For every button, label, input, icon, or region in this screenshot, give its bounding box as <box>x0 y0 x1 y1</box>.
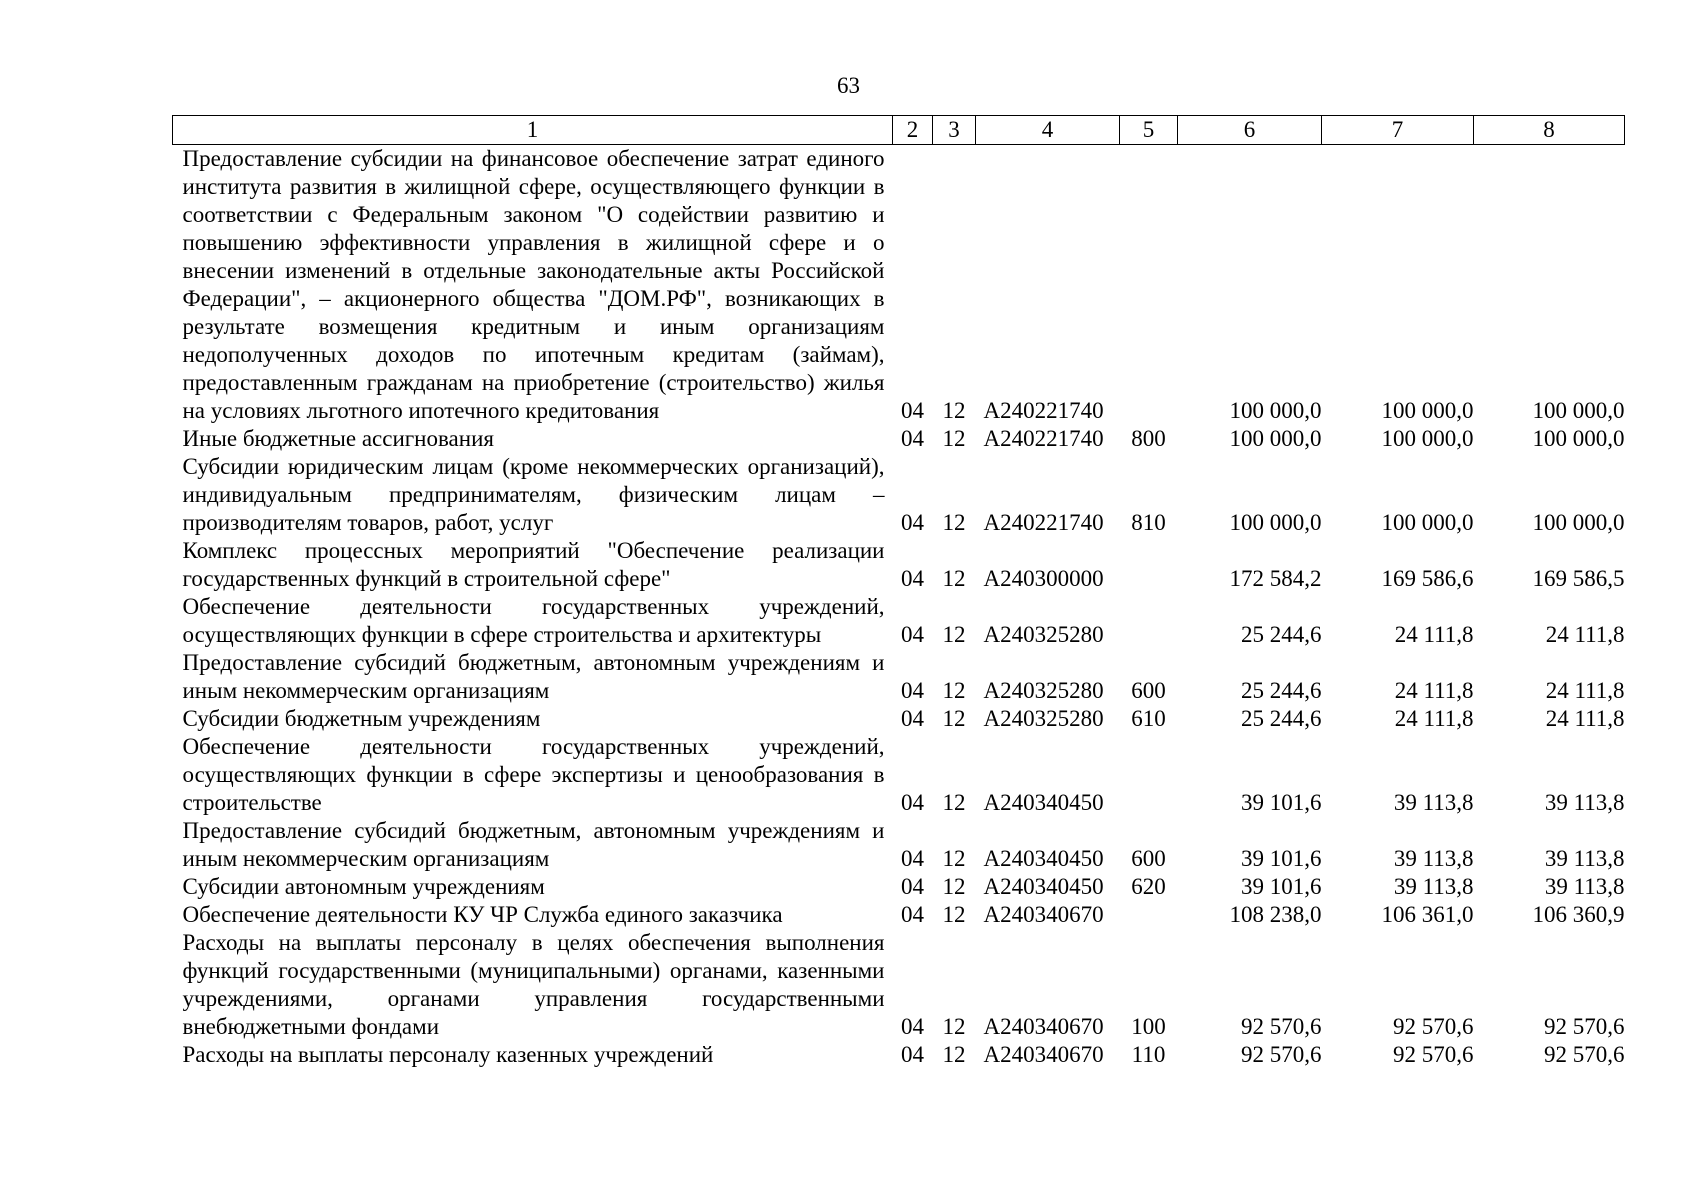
header-col-8: 8 <box>1474 116 1625 145</box>
row-subsection-code: 12 <box>942 790 966 815</box>
row-amount-col7: 169 586,6 <box>1381 566 1474 591</box>
row-expense-type <box>1120 901 1178 929</box>
row-name: Обеспечение деятельности КУ ЧР Служба единого заказчика <box>182 902 783 927</box>
row-section-code: 04 <box>901 902 924 927</box>
row-target-article: А240325280 <box>983 622 1104 647</box>
row-amount-col6: 92 570,6 <box>1241 1014 1322 1039</box>
row-section-code: 04 <box>901 874 924 899</box>
row-section-code: 04 <box>901 426 924 451</box>
row-subsection-code: 12 <box>942 874 966 899</box>
row-expense-type: 620 <box>1131 874 1166 899</box>
row-amount-col7: 24 111,8 <box>1394 706 1474 731</box>
row-amount-col8: 169 586,5 <box>1532 566 1625 591</box>
table-row <box>173 593 1625 649</box>
row-target-article: А240340450 <box>983 874 1104 899</box>
row-name: Иные бюджетные ассигнования <box>182 426 494 451</box>
table-row <box>173 873 1625 901</box>
row-name: Предоставление субсидий бюджетным, автономным учреждениям и иным некоммерческим организациям <box>182 650 885 703</box>
row-name: Обеспечение деятельности государственных учреждений, осуществляющих функции в сфере экспертизы и ценообразования в строительстве <box>182 734 885 815</box>
row-expense-type: 810 <box>1131 510 1166 535</box>
row-section-code: 04 <box>901 846 924 871</box>
row-subsection-code: 12 <box>942 398 966 423</box>
row-target-article: А240325280 <box>983 706 1104 731</box>
row-amount-col7: 106 361,0 <box>1381 902 1474 927</box>
table-row <box>173 901 1625 929</box>
row-amount-col8: 24 111,8 <box>1545 622 1625 647</box>
header-row <box>173 116 1625 145</box>
row-amount-col8: 100 000,0 <box>1532 426 1625 451</box>
row-amount-col8: 106 360,9 <box>1532 902 1625 927</box>
table-row <box>173 145 1625 426</box>
table-row <box>173 1041 1625 1069</box>
table-row <box>173 929 1625 1041</box>
table-row <box>173 425 1625 453</box>
row-amount-col8: 100 000,0 <box>1532 398 1625 423</box>
row-name: Предоставление субсидий бюджетным, автономным учреждениям и иным некоммерческим организациям <box>182 818 885 871</box>
row-amount-col6: 92 570,6 <box>1241 1042 1322 1067</box>
row-subsection-code: 12 <box>942 846 966 871</box>
row-target-article: А240325280 <box>983 678 1104 703</box>
row-amount-col8: 92 570,6 <box>1544 1014 1625 1039</box>
row-subsection-code: 12 <box>942 622 966 647</box>
table-body <box>173 145 1625 1070</box>
row-target-article: А240340670 <box>983 1042 1104 1067</box>
row-amount-col7: 39 113,8 <box>1393 790 1474 815</box>
row-name: Расходы на выплаты персоналу в целях обеспечения выполнения функций государственными (муниципальными) органами, казенными учреждениями, органами управления государственными внебюджетными фондами <box>182 930 885 1039</box>
row-target-article: А240340670 <box>983 902 1104 927</box>
row-amount-col7: 39 113,8 <box>1393 846 1474 871</box>
row-subsection-code: 12 <box>942 566 966 591</box>
row-expense-type <box>1120 537 1178 593</box>
row-target-article: А240340450 <box>983 846 1104 871</box>
row-amount-col6: 39 101,6 <box>1241 846 1322 871</box>
row-name: Субсидии бюджетным учреждениям <box>182 706 541 731</box>
row-target-article: А240221740 <box>983 426 1104 451</box>
row-amount-col6: 25 244,6 <box>1241 706 1322 731</box>
row-amount-col7: 24 111,8 <box>1394 678 1474 703</box>
row-amount-col6: 100 000,0 <box>1229 510 1322 535</box>
table-row <box>173 649 1625 705</box>
row-subsection-code: 12 <box>942 426 966 451</box>
row-expense-type: 600 <box>1131 678 1166 703</box>
table-row <box>173 705 1625 733</box>
row-section-code: 04 <box>901 398 924 423</box>
row-subsection-code: 12 <box>942 706 966 731</box>
row-name: Субсидии автономным учреждениям <box>182 874 545 899</box>
row-amount-col7: 39 113,8 <box>1393 874 1474 899</box>
row-section-code: 04 <box>901 566 924 591</box>
row-target-article: А240221740 <box>983 398 1104 423</box>
row-amount-col6: 39 101,6 <box>1241 790 1322 815</box>
row-expense-type: 600 <box>1131 846 1166 871</box>
row-subsection-code: 12 <box>942 678 966 703</box>
row-section-code: 04 <box>901 678 924 703</box>
header-col-4: 4 <box>976 116 1120 145</box>
row-amount-col6: 172 584,2 <box>1229 566 1322 591</box>
row-amount-col8: 92 570,6 <box>1544 1042 1625 1067</box>
row-amount-col8: 39 113,8 <box>1544 790 1625 815</box>
row-amount-col7: 100 000,0 <box>1381 398 1474 423</box>
header-col-7: 7 <box>1322 116 1474 145</box>
row-expense-type: 110 <box>1131 1042 1166 1067</box>
row-name: Обеспечение деятельности государственных учреждений, осуществляющих функции в сфере строительства и архитектуры <box>182 594 885 647</box>
row-section-code: 04 <box>901 706 924 731</box>
row-target-article: А240340670 <box>983 1014 1104 1039</box>
row-expense-type <box>1120 145 1178 426</box>
row-target-article: А240221740 <box>983 510 1104 535</box>
row-subsection-code: 12 <box>942 902 966 927</box>
row-amount-col6: 25 244,6 <box>1241 678 1322 703</box>
row-expense-type <box>1120 593 1178 649</box>
table-row <box>173 537 1625 593</box>
row-expense-type: 800 <box>1131 426 1166 451</box>
row-subsection-code: 12 <box>942 1042 966 1067</box>
row-expense-type: 610 <box>1131 706 1166 731</box>
row-amount-col8: 39 113,8 <box>1544 846 1625 871</box>
row-amount-col6: 108 238,0 <box>1229 902 1322 927</box>
row-amount-col7: 100 000,0 <box>1381 510 1474 535</box>
row-section-code: 04 <box>901 1042 924 1067</box>
row-amount-col6: 25 244,6 <box>1241 622 1322 647</box>
row-name: Субсидии юридическим лицам (кроме некоммерческих организаций), индивидуальным предпринимателям, физическим лицам – производителям товаров, работ, услуг <box>182 454 885 535</box>
row-amount-col6: 100 000,0 <box>1229 398 1322 423</box>
row-amount-col8: 24 111,8 <box>1545 678 1625 703</box>
row-amount-col7: 92 570,6 <box>1393 1014 1474 1039</box>
table-row <box>173 817 1625 873</box>
row-name: Расходы на выплаты персоналу казенных учреждений <box>182 1042 714 1067</box>
header-col-5: 5 <box>1120 116 1178 145</box>
budget-table <box>172 115 1625 1069</box>
page-number: 63 <box>837 73 860 98</box>
row-target-article: А240300000 <box>983 566 1104 591</box>
row-name: Комплекс процессных мероприятий "Обеспечение реализации государственных функций в строительной сфере" <box>182 538 885 591</box>
row-expense-type <box>1120 733 1178 817</box>
row-subsection-code: 12 <box>942 1014 966 1039</box>
header-col-6: 6 <box>1178 116 1322 145</box>
row-amount-col8: 24 111,8 <box>1545 706 1625 731</box>
row-section-code: 04 <box>901 1014 924 1039</box>
row-expense-type: 100 <box>1131 1014 1166 1039</box>
row-amount-col7: 92 570,6 <box>1393 1042 1474 1067</box>
table-row <box>173 453 1625 537</box>
row-amount-col6: 100 000,0 <box>1229 426 1322 451</box>
header-col-1: 1 <box>173 116 893 145</box>
table-row <box>173 733 1625 817</box>
row-amount-col7: 24 111,8 <box>1394 622 1474 647</box>
row-amount-col8: 100 000,0 <box>1532 510 1625 535</box>
row-section-code: 04 <box>901 510 924 535</box>
table-header <box>173 116 1625 145</box>
row-target-article: А240340450 <box>983 790 1104 815</box>
row-section-code: 04 <box>901 790 924 815</box>
row-subsection-code: 12 <box>942 510 966 535</box>
row-name: Предоставление субсидии на финансовое обеспечение затрат единого института развития в жилищной сфере, осуществляющего функции в соответствии с Федеральным законом "О содействии развитию и повышению эффективности управления в жилищной сфере и о внесении изменений в отдельные законодательные акты Российской Федерации", – акционерного общества "ДОМ.РФ", возникающих в результате возмещения кредитным и иным организациям недополученных доходов по ипотечным кредитам (займам), предоставленным гражданам на приобретение (строительство) жилья на условиях льготного ипотечного кредитования <box>182 146 885 423</box>
header-col-3: 3 <box>933 116 976 145</box>
row-amount-col8: 39 113,8 <box>1544 874 1625 899</box>
row-section-code: 04 <box>901 622 924 647</box>
header-col-2: 2 <box>893 116 933 145</box>
row-amount-col6: 39 101,6 <box>1241 874 1322 899</box>
row-amount-col7: 100 000,0 <box>1381 426 1474 451</box>
